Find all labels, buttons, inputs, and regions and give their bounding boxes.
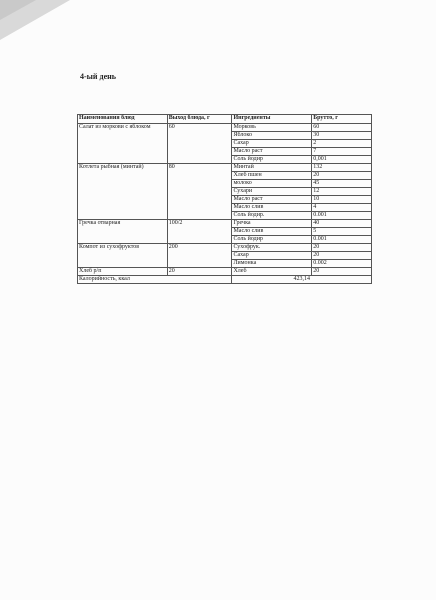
total-row	[78, 276, 372, 284]
table-row	[78, 244, 372, 252]
gross-cell: 45	[312, 180, 372, 188]
header-gross: Брутто, г	[312, 115, 372, 124]
gross-cell: 0.002	[312, 260, 372, 268]
header-yield: Выход блюда, г	[167, 115, 232, 124]
dish-name-cell: Салат из моркови с яблоком	[78, 124, 168, 164]
table-row	[78, 124, 372, 132]
table-row	[78, 220, 372, 228]
dish-yield-cell: 100/2	[167, 220, 232, 244]
ingredient-cell: Морковь	[232, 124, 312, 132]
dish-name-cell: Котлета рыбная (минтай)	[78, 164, 168, 220]
ingredient-cell: Сахар	[232, 252, 312, 260]
gross-cell: 60	[312, 124, 372, 132]
gross-cell: 5	[312, 228, 372, 236]
ingredient-cell: Яблоко	[232, 132, 312, 140]
menu-table-body	[78, 124, 372, 284]
ingredient-cell: Лимонка	[232, 260, 312, 268]
dish-name-cell: Хлеб р/п	[78, 268, 168, 276]
gross-cell: 20	[312, 244, 372, 252]
gross-cell: 4	[312, 204, 372, 212]
total-value: 423,14	[232, 276, 372, 284]
ingredient-cell: Соль йодир.	[232, 212, 312, 220]
ingredient-cell: Масло раст	[232, 196, 312, 204]
gross-cell: 132	[312, 164, 372, 172]
table-row	[78, 164, 372, 172]
gross-cell: 0.001	[312, 236, 372, 244]
ingredient-cell: Масло слив	[232, 204, 312, 212]
dish-yield-cell: 200	[167, 244, 232, 268]
total-label: Калорийность, ккал	[78, 276, 232, 284]
gross-cell: 40	[312, 220, 372, 228]
ingredient-cell: Масло раст	[232, 148, 312, 156]
ingredient-cell: Сахар	[232, 140, 312, 148]
header-dish-name: Наименования блюд	[78, 115, 168, 124]
gross-cell: 30	[312, 132, 372, 140]
ingredient-cell: Сухари	[232, 188, 312, 196]
header-ingredients: Ингредиенты	[232, 115, 312, 124]
dish-yield-cell: 80	[167, 164, 232, 220]
ingredient-cell: Сухофрук.	[232, 244, 312, 252]
gross-cell: 7	[312, 148, 372, 156]
ingredient-cell: Гречка	[232, 220, 312, 228]
ingredient-cell: Минтай	[232, 164, 312, 172]
ingredient-cell: Соль йодир	[232, 236, 312, 244]
gross-cell: 0.001	[312, 212, 372, 220]
gross-cell: 10	[312, 196, 372, 204]
gross-cell: 2	[312, 140, 372, 148]
dish-name-cell: Компот из сухофруктов	[78, 244, 168, 268]
ingredient-cell: Масло слив	[232, 228, 312, 236]
ingredient-cell: Хлеб	[232, 268, 312, 276]
dish-name-cell: Гречка отварная	[78, 220, 168, 244]
gross-cell: 0,001	[312, 156, 372, 164]
table-row	[78, 268, 372, 276]
table-header-row	[78, 115, 372, 124]
dish-yield-cell: 20	[167, 268, 232, 276]
ingredient-cell: молоко	[232, 180, 312, 188]
menu-table	[77, 114, 372, 284]
dish-yield-cell: 60	[167, 124, 232, 164]
gross-cell: 20	[312, 252, 372, 260]
day-title: 4-ый день	[80, 72, 116, 81]
gross-cell: 20	[312, 172, 372, 180]
ingredient-cell: Хлеб пшен	[232, 172, 312, 180]
gross-cell: 20	[312, 268, 372, 276]
ingredient-cell: Соль йодир	[232, 156, 312, 164]
gross-cell: 12	[312, 188, 372, 196]
scan-corner-shadow-dark	[0, 0, 36, 20]
